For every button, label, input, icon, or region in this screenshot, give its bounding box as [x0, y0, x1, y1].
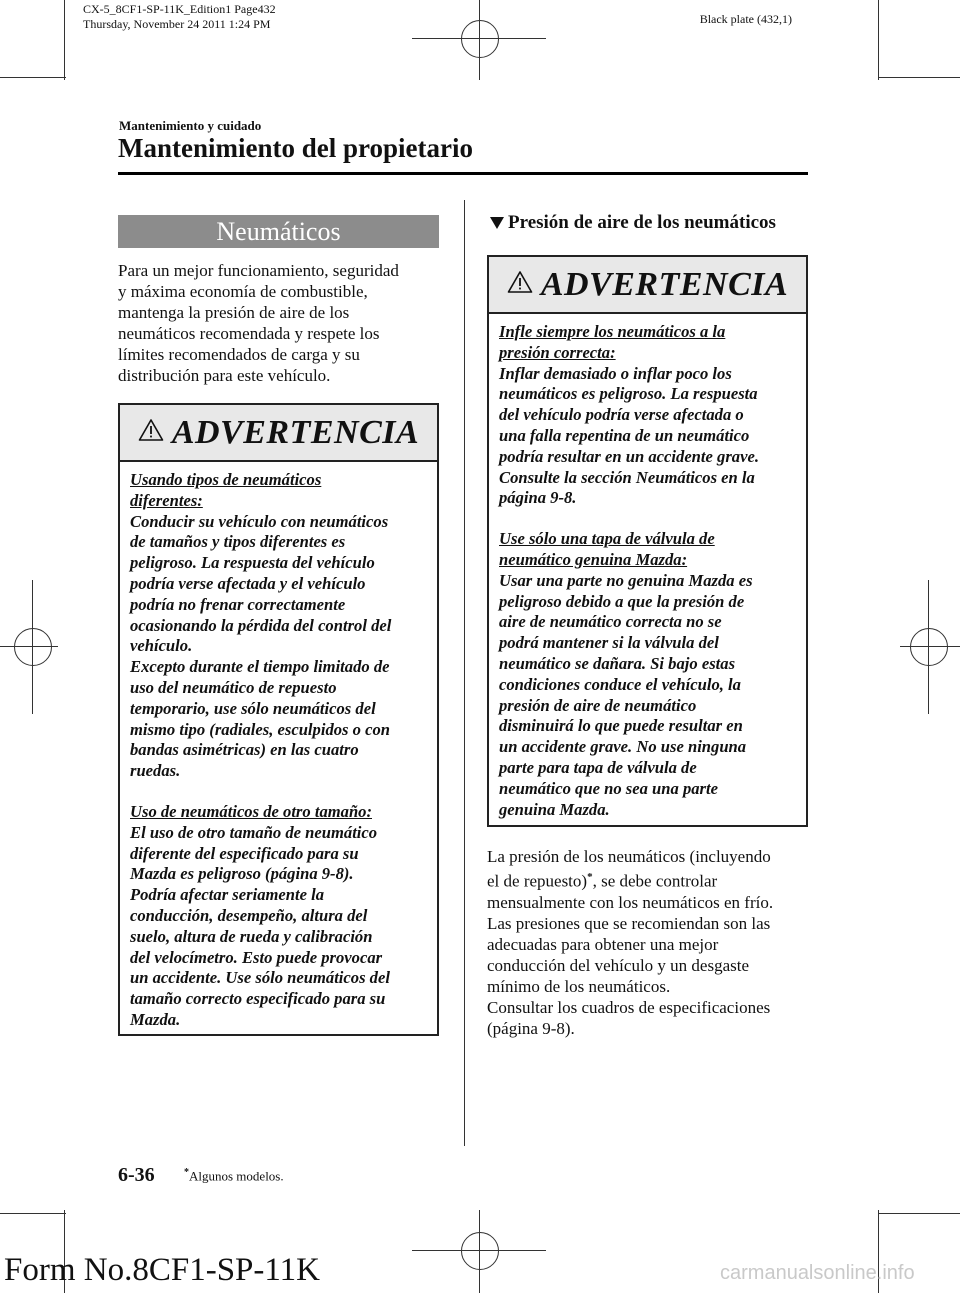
warning-line: Consulte la sección Neumáticos en la	[499, 467, 755, 487]
warning-line: del vehículo podría verse afectada o	[499, 405, 744, 425]
warning-line: Mazda.	[130, 1009, 181, 1029]
warning-box-right	[487, 255, 808, 827]
warning-line: bandas asimétricas) en las cuatro	[130, 740, 359, 760]
warning-line: vehículo.	[130, 636, 193, 656]
warning-line: Inflar demasiado o inflar poco los	[499, 363, 732, 383]
warning-line: un accidente grave. No use ninguna	[499, 737, 747, 757]
date-line: Thursday, November 24 2011 1:24 PM	[83, 17, 271, 31]
warning-header	[120, 405, 437, 462]
warning-subheading: neumático genuina Mazda:	[499, 549, 688, 569]
intro-line: mantenga la presión de aire de los	[118, 303, 350, 322]
warning-line: presión de aire de neumático	[499, 695, 697, 715]
warning-header	[489, 257, 806, 314]
para-line: Las presiones que se recomiendan son las	[487, 913, 771, 933]
warning-line: El uso de otro tamaño de neumático	[130, 822, 378, 842]
warning-line: podría resultar en un accidente grave.	[499, 446, 759, 466]
warning-line: tamaño correcto especificado para su	[130, 989, 386, 1009]
warning-triangle-icon	[507, 270, 533, 299]
subsection-title: Presión de aire de los neumáticos	[508, 212, 776, 233]
warning-line: podrá mantener si la válvula del	[499, 633, 719, 653]
para-line: Consultar los cuadros de especificaciones	[487, 997, 771, 1017]
warning-line: genuina Mazda.	[499, 799, 610, 819]
file-line: CX-5_8CF1-SP-11K_Edition1 Page432	[83, 2, 276, 16]
warning-title: ADVERTENCIA	[171, 413, 420, 451]
warning-line: parte para tapa de válvula de	[499, 757, 697, 777]
warning-line: uso del neumático de repuesto	[130, 677, 337, 697]
intro-paragraph	[118, 260, 448, 386]
warning-line: página 9-8.	[499, 488, 577, 508]
warning-line: Usar una parte no genuina Mazda es	[499, 570, 753, 590]
warning-subheading: diferentes:	[130, 490, 203, 510]
warning-line: temporario, use sólo neumáticos del	[130, 698, 376, 718]
warning-triangle-icon	[138, 418, 164, 447]
intro-line: y máxima economía de combustible,	[118, 282, 368, 301]
warning-subheading: Infle siempre los neumáticos a la	[499, 322, 726, 341]
warning-subheading: presión correcta:	[499, 342, 616, 362]
warning-subheading: Usando tipos de neumáticos	[130, 470, 322, 489]
warning-line: neumático que no sea una parte	[499, 778, 718, 798]
intro-line: Para un mejor funcionamiento, seguridad	[118, 261, 399, 280]
warning-line: podría no frenar correctamente	[130, 594, 346, 614]
warning-line: de tamaños y tipos diferentes es	[130, 532, 346, 552]
file-info	[83, 2, 276, 32]
warning-line: suelo, altura de rueda y calibración	[130, 926, 373, 946]
warning-line: ocasionando la pérdida del control del	[130, 615, 392, 635]
plate-label: Black plate (432,1)	[699, 12, 792, 26]
warning-line: un accidente. Use sólo neumáticos del	[130, 968, 390, 988]
warning-line: una falla repentina de un neumático	[499, 425, 750, 445]
intro-line: distribución para este vehículo.	[118, 366, 331, 385]
warning-line: Podría afectar seriamente la	[130, 885, 325, 905]
pressure-paragraph	[487, 846, 817, 1039]
warning-line: disminuirá lo que puede resultar en	[499, 716, 743, 736]
star-marker: *	[184, 1167, 189, 1178]
warning-line: Mazda es peligroso (página 9-8).	[130, 864, 354, 884]
warning-line: Excepto durante el tiempo limitado de	[130, 657, 390, 677]
warning-line: Conducir su vehículo con neumáticos	[130, 511, 389, 531]
triangle-bullet-icon	[490, 217, 504, 229]
warning-line: neumático se dañara. Si bajo estas	[499, 653, 736, 673]
watermark: carmanualsonline.info	[720, 1262, 915, 1284]
warning-line: ruedas.	[130, 761, 181, 781]
warning-body	[489, 314, 806, 820]
para-line: mínimo de los neumáticos.	[487, 976, 671, 996]
intro-line: límites recomendados de carga y su	[118, 345, 360, 364]
section-label: Mantenimiento y cuidado	[119, 118, 262, 133]
subsection-heading	[490, 212, 776, 234]
warning-line: podría verse afectada y el vehículo	[130, 573, 366, 593]
warning-subheading: Uso de neumáticos de otro tamaño:	[130, 801, 372, 821]
para-line: conducción del vehículo y un desgaste	[487, 955, 750, 975]
warning-line: condiciones conduce el vehículo, la	[499, 674, 741, 694]
warning-line: peligroso. La respuesta del vehículo	[130, 553, 375, 573]
para-line: La presión de los neumáticos (incluyendo	[487, 847, 771, 866]
warning-subheading: Use sólo una tapa de válvula de	[499, 529, 715, 549]
warning-body	[120, 462, 437, 1031]
para-line: adecuadas para obtener una mejor	[487, 934, 719, 954]
footnote: *Algunos modelos.	[184, 1167, 284, 1184]
intro-line: neumáticos recomendada y respete los	[118, 324, 380, 343]
warning-line: mismo tipo (radiales, esculpidos o con	[130, 719, 390, 739]
section-banner: Neumáticos	[118, 215, 439, 248]
warning-line: del velocímetro. Esto puede provocar	[130, 947, 383, 967]
para-line: (página 9-8).	[487, 1018, 575, 1038]
warning-line: peligroso debido a que la presión de	[499, 591, 745, 611]
warning-box-left	[118, 403, 439, 1036]
page-title: Mantenimiento del propietario	[118, 133, 473, 163]
para-line: el de repuesto)*, se debe controlar	[487, 871, 718, 891]
star-marker: *	[587, 871, 593, 883]
page-number: 6-36	[118, 1164, 155, 1186]
warning-line: diferente del especificado para su	[130, 843, 359, 863]
warning-line: neumáticos es peligroso. La respuesta	[499, 384, 758, 404]
form-number: Form No.8CF1-SP-11K	[4, 1252, 320, 1288]
warning-line: aire de neumático correcta no se	[499, 612, 722, 632]
title-rule	[118, 172, 808, 175]
warning-line: conducción, desempeño, altura del	[130, 905, 368, 925]
warning-title: ADVERTENCIA	[540, 265, 789, 303]
para-line: mensualmente con los neumáticos en frío.	[487, 892, 774, 912]
